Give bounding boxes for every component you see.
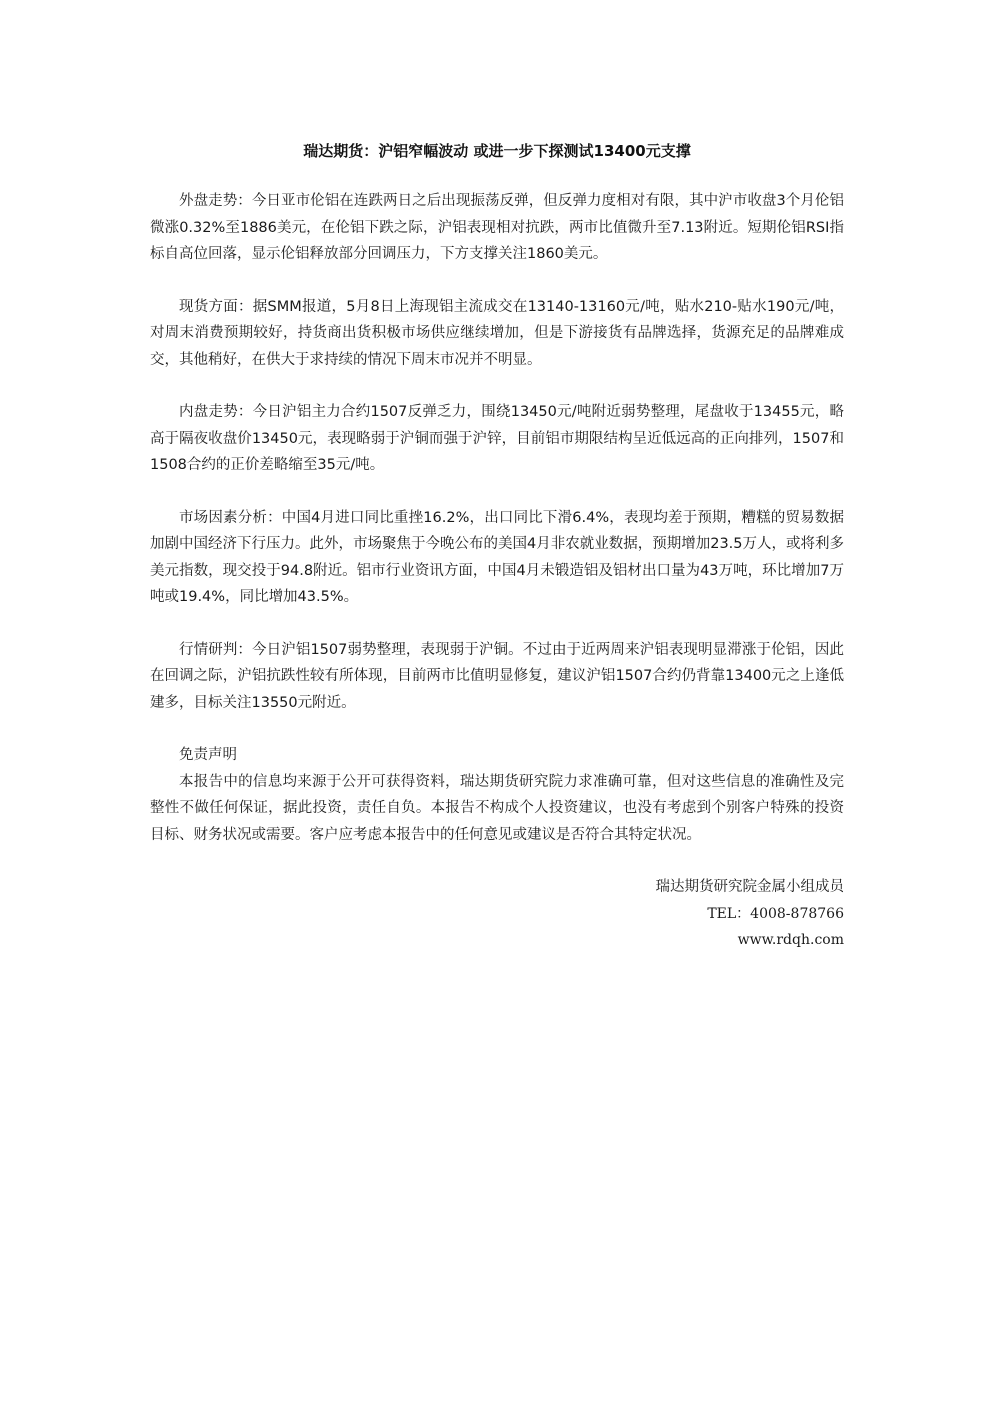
disclaimer-heading: 免责声明 (179, 747, 237, 763)
signature-org: 瑞达期货研究院金属小组成员 (655, 879, 844, 895)
signature-tel: TEL：4008-878766 (707, 905, 844, 922)
paragraph-outlook: 行情研判：今日沪铝1507弱势整理，表现弱于沪铜。不过由于近两周来沪铝表现明显滞涨于伦铝，因此在回调之际，沪铝抗跌性较有所体现，目前两市比值明显修复，建议沪铝1507合约仍背靠13400元之上逢低建多，目标关注13550元附近。 (150, 641, 844, 711)
document-page (150, 140, 844, 954)
signature-website: www.rdqh.com (737, 932, 844, 948)
paragraph-domestic-market: 内盘走势：今日沪铝主力合约1507反弹乏力，围绕13450元/吨附近弱势整理，尾盘收于13455元，略高于隔夜收盘价13450元，表现略弱于沪铜而强于沪锌，目前铝市期限结构呈近低远高的正向排列，1507和1508合约的正价差略缩至35元/吨。 (150, 404, 844, 473)
paragraph-spot-market: 现货方面：据SMM报道，5月8日上海现铝主流成交在13140-13160元/吨，贴水210-贴水190元/吨，对周末消费预期较好，持货商出货积极市场供应继续增加，但是下游接货有品牌选择，货源充足的品牌难成交，其他稍好，在供大于求持续的情况下周末市况并不明显。 (150, 298, 844, 368)
document-title: 瑞达期货：沪铝窄幅波动 或进一步下探测试13400元支撑 (303, 142, 691, 160)
paragraph-overseas-market: 外盘走势：今日亚市伦铝在连跌两日之后出现振荡反弹，但反弹力度相对有限，其中沪市收盘3个月伦铝微涨0.32%至1886美元，在伦铝下跌之际，沪铝表现相对抗跌，两市比值微升至7.13附近。短期伦铝RSI指标自高位回落，显示伦铝释放部分回调压力，下方支撑关注1860美元。 (150, 193, 844, 262)
disclaimer-body: 本报告中的信息均来源于公开可获得资料，瑞达期货研究院力求准确可靠，但对这些信息的准确性及完整性不做任何保证，据此投资，责任自负。本报告不构成个人投资建议，也没有考虑到个别客户特殊的投资目标、财务状况或需要。客户应考虑本报告中的任何意见或建议是否符合其特定状况。 (150, 773, 844, 843)
paragraph-market-factors: 市场因素分析：中国4月进口同比重挫16.2%，出口同比下滑6.4%，表现均差于预期，糟糕的贸易数据加剧中国经济下行压力。此外，市场聚焦于今晚公布的美国4月非农就业数据，预期增加23.5万人，或将利多美元指数，现交投于94.8附近。铝市行业资讯方面，中国4月未锻造铝及铝材出口量为43万吨，环比增加7万吨或19.4%，同比增加43.5%。 (150, 509, 845, 605)
